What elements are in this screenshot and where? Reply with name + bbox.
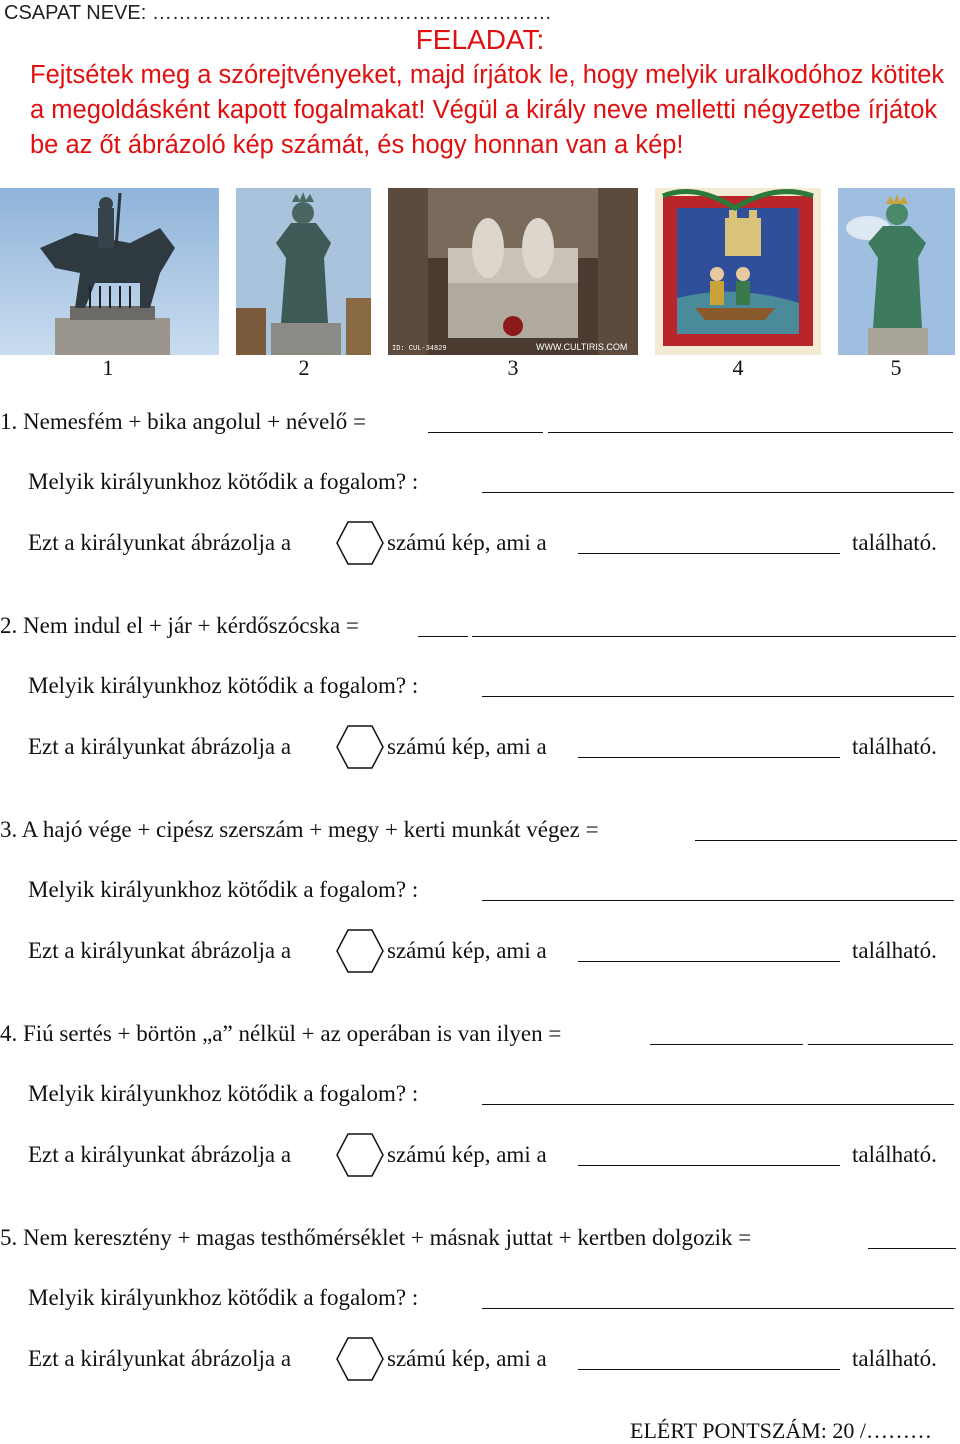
team-name-label: CSAPAT NEVE: …………………………………………………… xyxy=(4,2,552,24)
question-1-king-answer-line[interactable] xyxy=(482,492,954,493)
image-2-number: 2 xyxy=(298,355,310,380)
question-5-king-answer-line[interactable] xyxy=(482,1308,954,1309)
question-4-prompt: 4. Fiú sertés + börtön „a” nélkül + az operában is van ilyen = xyxy=(0,1021,562,1046)
question-3-location-line[interactable] xyxy=(578,961,840,962)
question-2-king-question: Melyik királyunkhoz kötődik a fogalom? : xyxy=(28,673,419,698)
question-5-location-line[interactable] xyxy=(578,1369,840,1370)
image-5-green-statue xyxy=(838,188,955,355)
question-3-prompt: 3. A hajó vége + cipész szerszám + megy + kerti munkát végez = xyxy=(0,817,599,842)
question-2-king-answer-line[interactable] xyxy=(482,696,954,697)
question-1-image-mid: számú kép, ami a xyxy=(387,530,547,555)
question-4-answer-line-a[interactable] xyxy=(650,1044,803,1045)
question-5-image-mid: számú kép, ami a xyxy=(387,1346,547,1371)
question-5-image-suffix: található. xyxy=(852,1346,937,1371)
question-2-image-number-box[interactable] xyxy=(336,725,384,769)
question-4-answer-line-b[interactable] xyxy=(808,1044,953,1045)
question-3-image-mid: számú kép, ami a xyxy=(387,938,547,963)
question-3-image-number-box[interactable] xyxy=(336,929,384,973)
image-3-number: 3 xyxy=(507,355,519,380)
question-1-image-number-box[interactable] xyxy=(336,521,384,565)
image-5-number: 5 xyxy=(890,355,902,380)
question-3-image-row xyxy=(0,936,960,966)
question-4-image-mid: számú kép, ami a xyxy=(387,1142,547,1167)
question-2-image-row xyxy=(0,732,960,762)
question-1-image-suffix: található. xyxy=(852,530,937,555)
question-1-answer-line-a[interactable] xyxy=(428,432,543,433)
question-5-prompt: 5. Nem keresztény + magas testhőmérséklet + másnak juttat + kertben dolgozik = xyxy=(0,1225,752,1250)
image-2-standing-statue xyxy=(236,188,371,355)
question-2-image-prefix: Ezt a királyunkat ábrázolja a xyxy=(28,734,292,759)
score-label: ELÉRT PONTSZÁM: 20 /……… xyxy=(630,1418,933,1443)
question-4-image-row xyxy=(0,1140,960,1170)
image-1-number: 1 xyxy=(102,355,114,380)
question-4-king-question: Melyik királyunkhoz kötődik a fogalom? : xyxy=(28,1081,419,1106)
question-2-answer-line-a[interactable] xyxy=(418,636,468,637)
image-4-illuminated-initial xyxy=(655,188,821,355)
task-title: FELADAT: xyxy=(415,24,545,55)
question-2-prompt: 2. Nem indul el + jár + kérdőszócska = xyxy=(0,613,359,638)
question-3-image-suffix: található. xyxy=(852,938,937,963)
question-1-king-question: Melyik királyunkhoz kötődik a fogalom? : xyxy=(28,469,419,494)
image-4-number: 4 xyxy=(732,355,744,380)
question-1-image-row xyxy=(0,528,960,558)
question-1-prompt: 1. Nemesfém + bika angolul + névelő = xyxy=(0,409,366,434)
question-4-king-answer-line[interactable] xyxy=(482,1104,954,1105)
question-2-king-row xyxy=(0,671,960,701)
question-4-image-prefix: Ezt a királyunkat ábrázolja a xyxy=(28,1142,292,1167)
question-3-answer-line[interactable] xyxy=(695,840,957,841)
question-4-location-line[interactable] xyxy=(578,1165,840,1166)
question-1-king-row xyxy=(0,467,960,497)
image-3-watermark-site: WWW.CULTIRIS.COM xyxy=(536,342,628,352)
image-3-tomb xyxy=(388,188,638,355)
question-3-image-prefix: Ezt a királyunkat ábrázolja a xyxy=(28,938,292,963)
question-2-answer-line-b[interactable] xyxy=(472,636,956,637)
question-5-king-question: Melyik királyunkhoz kötődik a fogalom? : xyxy=(28,1285,419,1310)
question-3-king-row xyxy=(0,875,960,905)
question-2-image-suffix: található. xyxy=(852,734,937,759)
question-4-image-number-box[interactable] xyxy=(336,1133,384,1177)
question-5-answer-line[interactable] xyxy=(868,1248,956,1249)
question-1-answer-line-b[interactable] xyxy=(548,432,953,433)
question-4-king-row xyxy=(0,1079,960,1109)
task-instructions: Fejtsétek meg a szórejtvényeket, majd írjátok le, hogy melyik uralkodóhoz kötitek a megoldásként kapott fogalmakat! Végül a király neve melletti négyzetbe írjátok be az őt ábrázoló kép számát, és hogy honnan van a kép! xyxy=(30,61,945,159)
image-1-equestrian-statue xyxy=(0,188,219,355)
question-5-king-row xyxy=(0,1283,960,1313)
question-5-image-prefix: Ezt a királyunkat ábrázolja a xyxy=(28,1346,292,1371)
image-3-watermark-id: ID: CUL-34829 xyxy=(392,345,447,353)
question-2-location-line[interactable] xyxy=(578,757,840,758)
question-2-image-mid: számú kép, ami a xyxy=(387,734,547,759)
question-4-image-suffix: található. xyxy=(852,1142,937,1167)
question-3-king-question: Melyik királyunkhoz kötődik a fogalom? : xyxy=(28,877,419,902)
question-1-image-prefix: Ezt a királyunkat ábrázolja a xyxy=(28,530,292,555)
question-3-king-answer-line[interactable] xyxy=(482,900,954,901)
question-5-image-row xyxy=(0,1344,960,1374)
question-5-image-number-box[interactable] xyxy=(336,1337,384,1381)
question-1-location-line[interactable] xyxy=(578,553,840,554)
